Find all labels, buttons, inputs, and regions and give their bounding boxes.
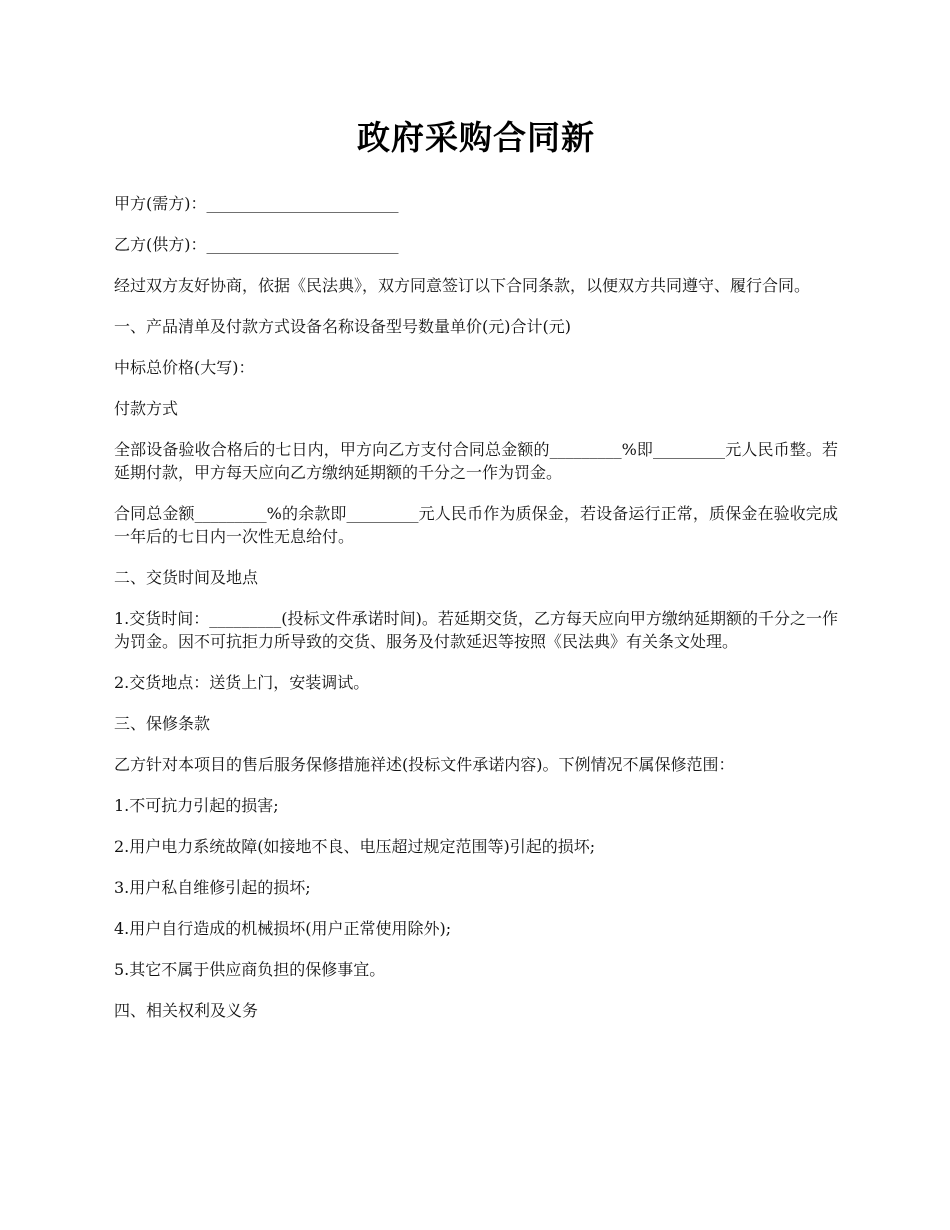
payment-terms-paragraph: 全部设备验收合格后的七日内，甲方向乙方支付合同总金额的_________%即_________元人民币整。若延期付款，甲方每天应向乙方缴纳延期额的千分之一作为罚金。 <box>114 440 838 482</box>
payment-method-heading: 付款方式 <box>114 399 179 418</box>
document-body <box>114 112 838 1040</box>
section-3-heading: 三、保修条款 <box>114 714 211 733</box>
section-2-heading: 二、交货时间及地点 <box>114 568 259 587</box>
preamble-paragraph: 经过双方友好协商，依据《民法典》，双方同意签订以下合同条款，以便双方共同遵守、履行合同。 <box>114 276 811 295</box>
warranty-exclusion-5: 5.其它不属于供应商负担的保修事宜。 <box>114 960 386 979</box>
warranty-exclusion-2: 2.用户电力系统故障(如接地不良、电压超过规定范围等)引起的损坏; <box>114 837 596 856</box>
section-4-heading: 四、相关权利及义务 <box>114 1001 259 1020</box>
warranty-exclusion-1: 1.不可抗力引起的损害; <box>114 796 279 815</box>
party-b-line: 乙方(供方)：________________________ <box>114 235 399 254</box>
party-a-line: 甲方(需方)：________________________ <box>114 194 399 213</box>
warranty-deposit-paragraph: 合同总金额_________%的余款即_________元人民币作为质保金，若设备运行正常，质保金在验收完成一年后的七日内一次性无息给付。 <box>114 504 838 546</box>
delivery-time-paragraph: 1.交货时间：_________(投标文件承诺时间)。若延期交货，乙方每天应向甲方缴纳延期额的千分之一作为罚金。因不可抗拒力所导致的交货、服务及付款延迟等按照《民法典》有关条文处理。 <box>114 609 838 651</box>
warranty-intro-paragraph: 乙方针对本项目的售后服务保修措施祥述(投标文件承诺内容)。下例情况不属保修范围： <box>114 755 735 774</box>
warranty-exclusion-4: 4.用户自行造成的机械损坏(用户正常使用除外); <box>114 919 452 938</box>
document-title: 政府采购合同新 <box>357 118 595 157</box>
section-1-heading: 一、产品清单及付款方式设备名称设备型号数量单价(元)合计(元) <box>114 317 571 336</box>
total-price-line: 中标总价格(大写)： <box>114 358 255 377</box>
warranty-exclusion-3: 3.用户私自维修引起的损坏; <box>114 878 311 897</box>
delivery-location-paragraph: 2.交货地点：送货上门，安装调试。 <box>114 673 370 692</box>
